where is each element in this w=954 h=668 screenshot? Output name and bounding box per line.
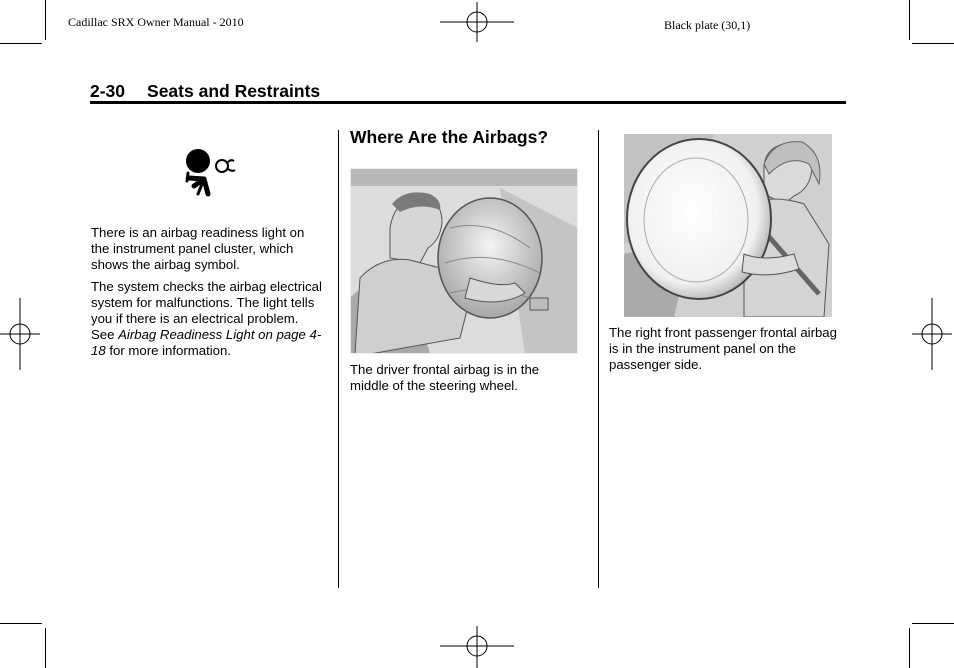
section-title: Seats and Restraints	[147, 81, 321, 101]
print-title: Cadillac SRX Owner Manual - 2010	[68, 15, 244, 29]
registration-mark-right	[912, 298, 952, 370]
registration-mark-left	[0, 298, 40, 370]
registration-mark-top	[440, 2, 514, 42]
page-header	[90, 81, 320, 102]
system-check-text: The system checks the airbag electrical system for malfunctions. The light tells you if there is an electrical problem. See Airbag Readiness Light on page 4-18 for more information.	[91, 279, 322, 358]
page-number: 2-30	[90, 81, 126, 101]
passenger-airbag-caption: The right front passenger frontal airbag is in the instrument panel on the passenger side.	[609, 325, 837, 372]
readiness-light-link[interactable]: Airbag Readiness Light on page 4-18	[91, 327, 322, 358]
column-divider-2	[598, 130, 599, 588]
airbags-heading: Where Are the Airbags?	[350, 127, 549, 147]
plate-label: Black plate (30,1)	[664, 18, 751, 32]
readiness-light-text: There is an airbag readiness light on the instrument panel cluster, which shows the airbag symbol.	[91, 225, 305, 272]
driver-airbag-illustration	[350, 168, 578, 354]
passenger-airbag-illustration	[624, 134, 832, 317]
registration-mark-bottom	[440, 626, 514, 668]
airbag-readiness-icon	[184, 146, 238, 202]
header-rule	[90, 101, 846, 104]
column-divider-1	[338, 130, 339, 588]
driver-airbag-caption: The driver frontal airbag is in the middle of the steering wheel.	[350, 362, 540, 393]
